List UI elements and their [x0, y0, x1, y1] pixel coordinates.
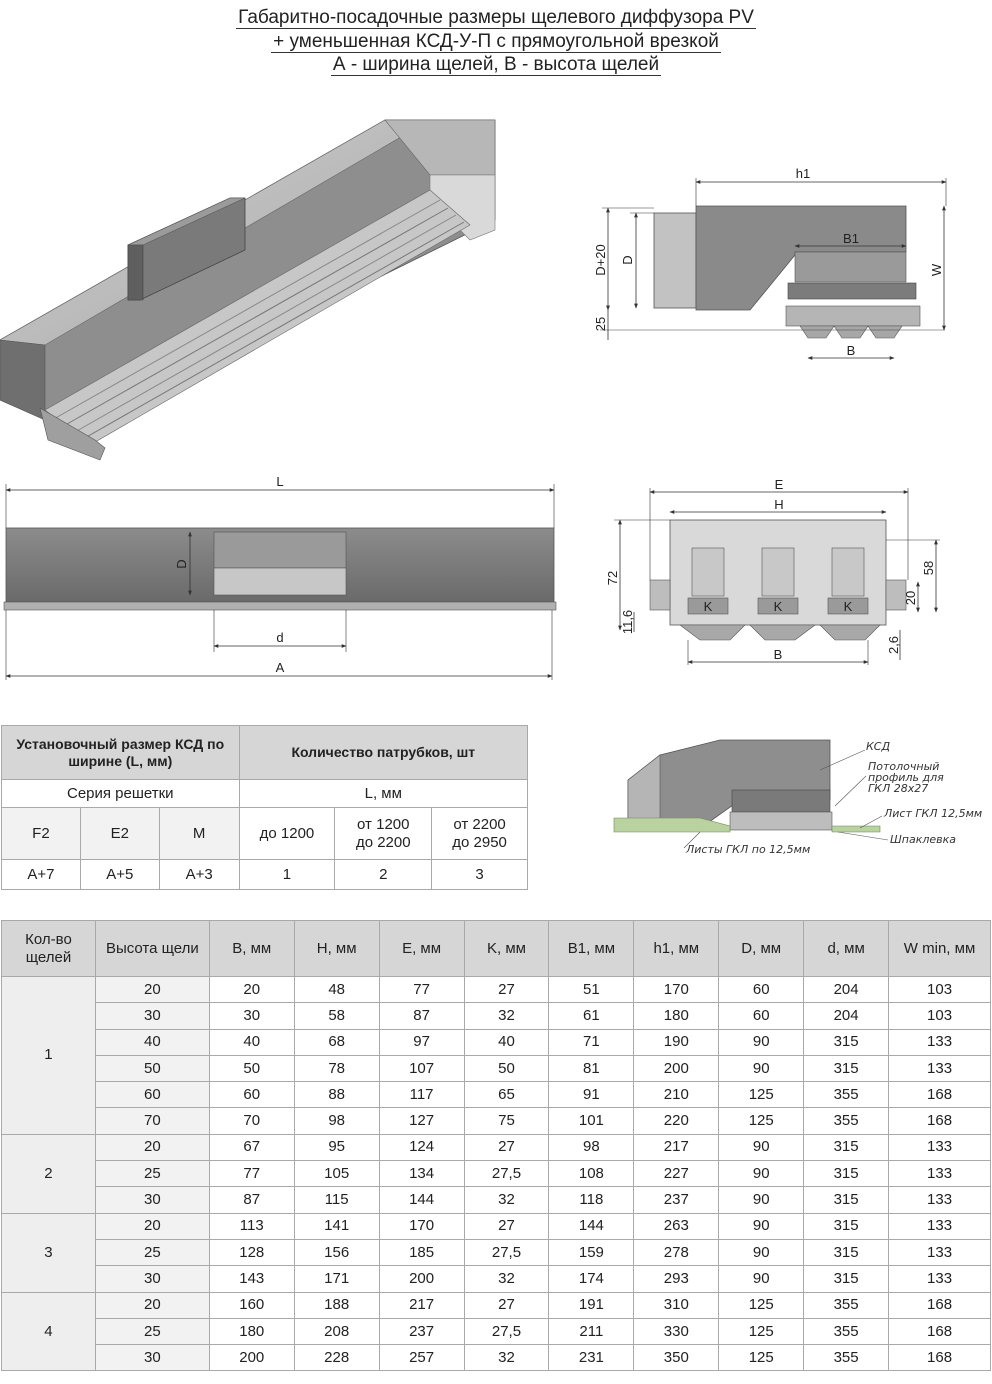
table-cell: 101	[549, 1108, 634, 1134]
table-cell: 118	[549, 1187, 634, 1213]
table-cell: 133	[889, 1239, 991, 1265]
table1-range-1: до 1200	[239, 808, 335, 860]
table-row	[2, 1161, 991, 1187]
table2-header: d, мм	[804, 921, 889, 977]
table-cell: 133	[889, 1213, 991, 1239]
dim-e: E	[774, 477, 784, 492]
table-row	[2, 1292, 991, 1318]
table-cell: 48	[294, 977, 379, 1003]
note-profile-3: ГКЛ 28х27	[868, 782, 929, 795]
dim-small-d: d	[276, 630, 284, 645]
slot-height-cell: 20	[95, 977, 209, 1003]
table-cell: 90	[719, 1134, 804, 1160]
table1-series-f2: F2	[2, 808, 81, 860]
table-cell: 171	[294, 1266, 379, 1292]
dim-58: 58	[921, 560, 936, 576]
table-cell: 293	[634, 1266, 719, 1292]
table-cell: 133	[889, 1161, 991, 1187]
table-cell: 315	[804, 1239, 889, 1265]
table-row	[2, 1029, 991, 1055]
table-cell: 125	[719, 1345, 804, 1371]
table-cell: 204	[804, 977, 889, 1003]
table-cell: 27	[464, 1134, 549, 1160]
dim-b-cross: B	[773, 647, 783, 662]
table-cell: 90	[719, 1213, 804, 1239]
table1-value: 2	[335, 860, 432, 890]
title-line-3: А - ширина щелей, В - высота щелей	[332, 54, 660, 75]
table-cell: 95	[294, 1134, 379, 1160]
slot-count-cell: 1	[2, 977, 96, 1135]
table-cell: 50	[464, 1055, 549, 1081]
table1-series-label: Серия решетки	[2, 780, 240, 808]
table-cell: 330	[634, 1318, 719, 1344]
table-cell: 133	[889, 1055, 991, 1081]
table-cell: 200	[209, 1345, 294, 1371]
table-cell: 40	[464, 1029, 549, 1055]
table2-header: E, мм	[379, 921, 464, 977]
table2-header: W min, мм	[889, 921, 991, 977]
table-cell: 90	[719, 1239, 804, 1265]
table-cell: 125	[719, 1108, 804, 1134]
note-profile-1: Потолочный	[868, 760, 940, 773]
table1-value: А+7	[2, 860, 81, 890]
table-cell: 128	[209, 1239, 294, 1265]
table2-header: K, мм	[464, 921, 549, 977]
table-cell: 180	[209, 1318, 294, 1344]
table-cell: 77	[379, 977, 464, 1003]
table-cell: 168	[889, 1345, 991, 1371]
table-cell: 103	[889, 1003, 991, 1029]
table-cell: 27	[464, 977, 549, 1003]
table-cell: 355	[804, 1108, 889, 1134]
table-cell: 170	[634, 977, 719, 1003]
table-cell: 200	[634, 1055, 719, 1081]
table-cell: 98	[549, 1134, 634, 1160]
dim-h: H	[774, 497, 784, 512]
slot-height-cell: 40	[95, 1029, 209, 1055]
table-cell: 228	[294, 1345, 379, 1371]
table-cell: 278	[634, 1239, 719, 1265]
table-cell: 156	[294, 1239, 379, 1265]
dim-h1: h1	[795, 166, 811, 181]
slot-height-cell: 25	[95, 1318, 209, 1344]
table-cell: 355	[804, 1082, 889, 1108]
table-cell: 27,5	[464, 1161, 549, 1187]
table-cell: 133	[889, 1134, 991, 1160]
table-cell: 204	[804, 1003, 889, 1029]
table-cell: 217	[379, 1292, 464, 1318]
table1-series-m: M	[159, 808, 239, 860]
table-cell: 211	[549, 1318, 634, 1344]
table-cell: 32	[464, 1266, 549, 1292]
table-cell: 133	[889, 1187, 991, 1213]
table-cell: 315	[804, 1187, 889, 1213]
table-cell: 91	[549, 1082, 634, 1108]
table2-header: h1, мм	[634, 921, 719, 977]
table1-range-2: от 1200 до 2200	[335, 808, 432, 860]
table-cell: 81	[549, 1055, 634, 1081]
dim-11-6: 11,6	[620, 609, 635, 635]
dim-w: W	[929, 263, 944, 277]
slot-height-cell: 30	[95, 1266, 209, 1292]
table-row	[2, 1213, 991, 1239]
table-cell: 355	[804, 1318, 889, 1344]
dimensions-table	[1, 920, 991, 1371]
table-cell: 188	[294, 1292, 379, 1318]
table-row	[2, 977, 991, 1003]
label-k-1: K	[703, 599, 713, 614]
table-cell: 113	[209, 1213, 294, 1239]
table-cell: 27	[464, 1213, 549, 1239]
table-cell: 30	[209, 1003, 294, 1029]
table-cell: 40	[209, 1029, 294, 1055]
slot-height-cell: 30	[95, 1187, 209, 1213]
table-cell: 87	[209, 1187, 294, 1213]
table-cell: 60	[209, 1082, 294, 1108]
table-cell: 60	[719, 1003, 804, 1029]
table-cell: 98	[294, 1108, 379, 1134]
table-cell: 58	[294, 1003, 379, 1029]
slot-count-cell: 2	[2, 1134, 96, 1213]
slot-height-cell: 20	[95, 1213, 209, 1239]
table-cell: 97	[379, 1029, 464, 1055]
table-cell: 51	[549, 977, 634, 1003]
table-cell: 71	[549, 1029, 634, 1055]
table1-value: А+3	[159, 860, 239, 890]
table-cell: 78	[294, 1055, 379, 1081]
table-cell: 77	[209, 1161, 294, 1187]
table-cell: 355	[804, 1345, 889, 1371]
title-line-1: Габаритно-посадочные размеры щелевого диффузора PV	[238, 7, 754, 28]
dim-b1: B1	[843, 231, 859, 246]
table-cell: 190	[634, 1029, 719, 1055]
table-cell: 257	[379, 1345, 464, 1371]
table-cell: 32	[464, 1003, 549, 1029]
table-cell: 127	[379, 1108, 464, 1134]
note-ksd: КСД	[866, 740, 891, 753]
table-cell: 237	[379, 1318, 464, 1344]
slot-height-cell: 70	[95, 1108, 209, 1134]
table2-header: B, мм	[209, 921, 294, 977]
table-cell: 185	[379, 1239, 464, 1265]
isometric-view	[0, 120, 495, 460]
table-cell: 220	[634, 1108, 719, 1134]
table1-value: 1	[239, 860, 335, 890]
table-cell: 237	[634, 1187, 719, 1213]
table-cell: 27,5	[464, 1239, 549, 1265]
table-cell: 231	[549, 1345, 634, 1371]
table-cell: 90	[719, 1029, 804, 1055]
table-cell: 87	[379, 1003, 464, 1029]
table-cell: 60	[719, 977, 804, 1003]
table-cell: 103	[889, 977, 991, 1003]
table-cell: 168	[889, 1318, 991, 1344]
table-cell: 217	[634, 1134, 719, 1160]
table-cell: 50	[209, 1055, 294, 1081]
table-cell: 315	[804, 1134, 889, 1160]
dim-20: 20	[903, 590, 918, 606]
table-cell: 68	[294, 1029, 379, 1055]
slot-height-cell: 60	[95, 1082, 209, 1108]
table-cell: 108	[549, 1161, 634, 1187]
table-cell: 180	[634, 1003, 719, 1029]
table-cell: 227	[634, 1161, 719, 1187]
dim-72: 72	[605, 570, 620, 586]
table2-header: Высота щели	[95, 921, 209, 977]
cross-section-view	[605, 477, 940, 665]
table1-range-3: от 2200 до 2950	[432, 808, 528, 860]
note-putty: Шпаклевка	[890, 833, 957, 846]
table1-value: 3	[432, 860, 528, 890]
table-row	[2, 1134, 991, 1160]
dim-a: A	[275, 660, 285, 675]
table2-header: H, мм	[294, 921, 379, 977]
table-cell: 70	[209, 1108, 294, 1134]
table-cell: 90	[719, 1161, 804, 1187]
table-cell: 32	[464, 1187, 549, 1213]
table-cell: 124	[379, 1134, 464, 1160]
slot-height-cell: 25	[95, 1239, 209, 1265]
slot-height-cell: 25	[95, 1161, 209, 1187]
table-row	[2, 1345, 991, 1371]
table-cell: 117	[379, 1082, 464, 1108]
table1-header-right: Количество патрубков, шт	[239, 726, 527, 780]
table-cell: 115	[294, 1187, 379, 1213]
table-cell: 208	[294, 1318, 379, 1344]
table-cell: 170	[379, 1213, 464, 1239]
table-cell: 315	[804, 1266, 889, 1292]
table-cell: 160	[209, 1292, 294, 1318]
table-cell: 310	[634, 1292, 719, 1318]
table-row	[2, 1108, 991, 1134]
table-cell: 27,5	[464, 1318, 549, 1344]
dim-b-side: B	[846, 343, 856, 358]
table-cell: 90	[719, 1266, 804, 1292]
slot-height-cell: 20	[95, 1292, 209, 1318]
table-cell: 67	[209, 1134, 294, 1160]
table-cell: 191	[549, 1292, 634, 1318]
slot-height-cell: 50	[95, 1055, 209, 1081]
table-row	[2, 1082, 991, 1108]
table-cell: 27	[464, 1292, 549, 1318]
table-row	[2, 1003, 991, 1029]
table-cell: 20	[209, 977, 294, 1003]
table-cell: 210	[634, 1082, 719, 1108]
dim-25: 25	[593, 316, 608, 332]
table-cell: 144	[549, 1213, 634, 1239]
installation-size-table	[1, 725, 528, 890]
table-cell: 144	[379, 1187, 464, 1213]
table-cell: 125	[719, 1318, 804, 1344]
table2-header: D, мм	[719, 921, 804, 977]
dim-d20: D+20	[593, 244, 608, 276]
table-cell: 133	[889, 1266, 991, 1292]
table1-header-left: Установочный размер КСД по ширине (L, мм)	[2, 726, 240, 780]
table-cell: 159	[549, 1239, 634, 1265]
table-cell: 355	[804, 1292, 889, 1318]
table-cell: 61	[549, 1003, 634, 1029]
table-row	[2, 1055, 991, 1081]
table-cell: 315	[804, 1213, 889, 1239]
table-cell: 263	[634, 1213, 719, 1239]
table-cell: 75	[464, 1108, 549, 1134]
slot-count-cell: 3	[2, 1213, 96, 1292]
note-gkl-sheet: Лист ГКЛ 12,5мм	[884, 807, 983, 820]
table-row	[2, 1318, 991, 1344]
slot-height-cell: 30	[95, 1345, 209, 1371]
side-section-view	[593, 166, 946, 358]
table-cell: 315	[804, 1161, 889, 1187]
slot-height-cell: 30	[95, 1003, 209, 1029]
table-cell: 105	[294, 1161, 379, 1187]
table-cell: 168	[889, 1108, 991, 1134]
table-cell: 107	[379, 1055, 464, 1081]
table-cell: 200	[379, 1266, 464, 1292]
table2-header: Кол-во щелей	[2, 921, 96, 977]
title-line-2: + уменьшенная КСД-У-П с прямоугольной врезкой	[273, 30, 719, 52]
table-row	[2, 1266, 991, 1292]
table-cell: 350	[634, 1345, 719, 1371]
table-cell: 32	[464, 1345, 549, 1371]
note-profile-2: профиль для	[868, 771, 944, 784]
dim-d: D	[620, 255, 635, 265]
table-row	[2, 1239, 991, 1265]
table-cell: 315	[804, 1029, 889, 1055]
table-cell: 134	[379, 1161, 464, 1187]
dim-l: L	[276, 474, 284, 489]
dim-2-6: 2,6	[886, 635, 901, 655]
table-cell: 141	[294, 1213, 379, 1239]
table1-value: А+5	[80, 860, 159, 890]
table-cell: 125	[719, 1082, 804, 1108]
table2-header: B1, мм	[549, 921, 634, 977]
label-k-2: K	[773, 599, 783, 614]
table1-series-e2: E2	[80, 808, 159, 860]
table-cell: 90	[719, 1055, 804, 1081]
table1-l-label: L, мм	[239, 780, 527, 808]
table-cell: 88	[294, 1082, 379, 1108]
table-cell: 133	[889, 1029, 991, 1055]
table-cell: 65	[464, 1082, 549, 1108]
dim-d-long: D	[174, 559, 189, 569]
slot-count-cell: 4	[2, 1292, 96, 1371]
table-row	[2, 1187, 991, 1213]
table-cell: 168	[889, 1292, 991, 1318]
label-k-3: K	[843, 599, 853, 614]
slot-height-cell: 20	[95, 1134, 209, 1160]
table-cell: 143	[209, 1266, 294, 1292]
table-cell: 168	[889, 1082, 991, 1108]
table-cell: 90	[719, 1187, 804, 1213]
table-cell: 125	[719, 1292, 804, 1318]
note-gkl-sheets: Листы ГКЛ по 12,5мм	[686, 843, 811, 856]
table-cell: 315	[804, 1055, 889, 1081]
table-cell: 174	[549, 1266, 634, 1292]
long-view	[4, 474, 556, 680]
